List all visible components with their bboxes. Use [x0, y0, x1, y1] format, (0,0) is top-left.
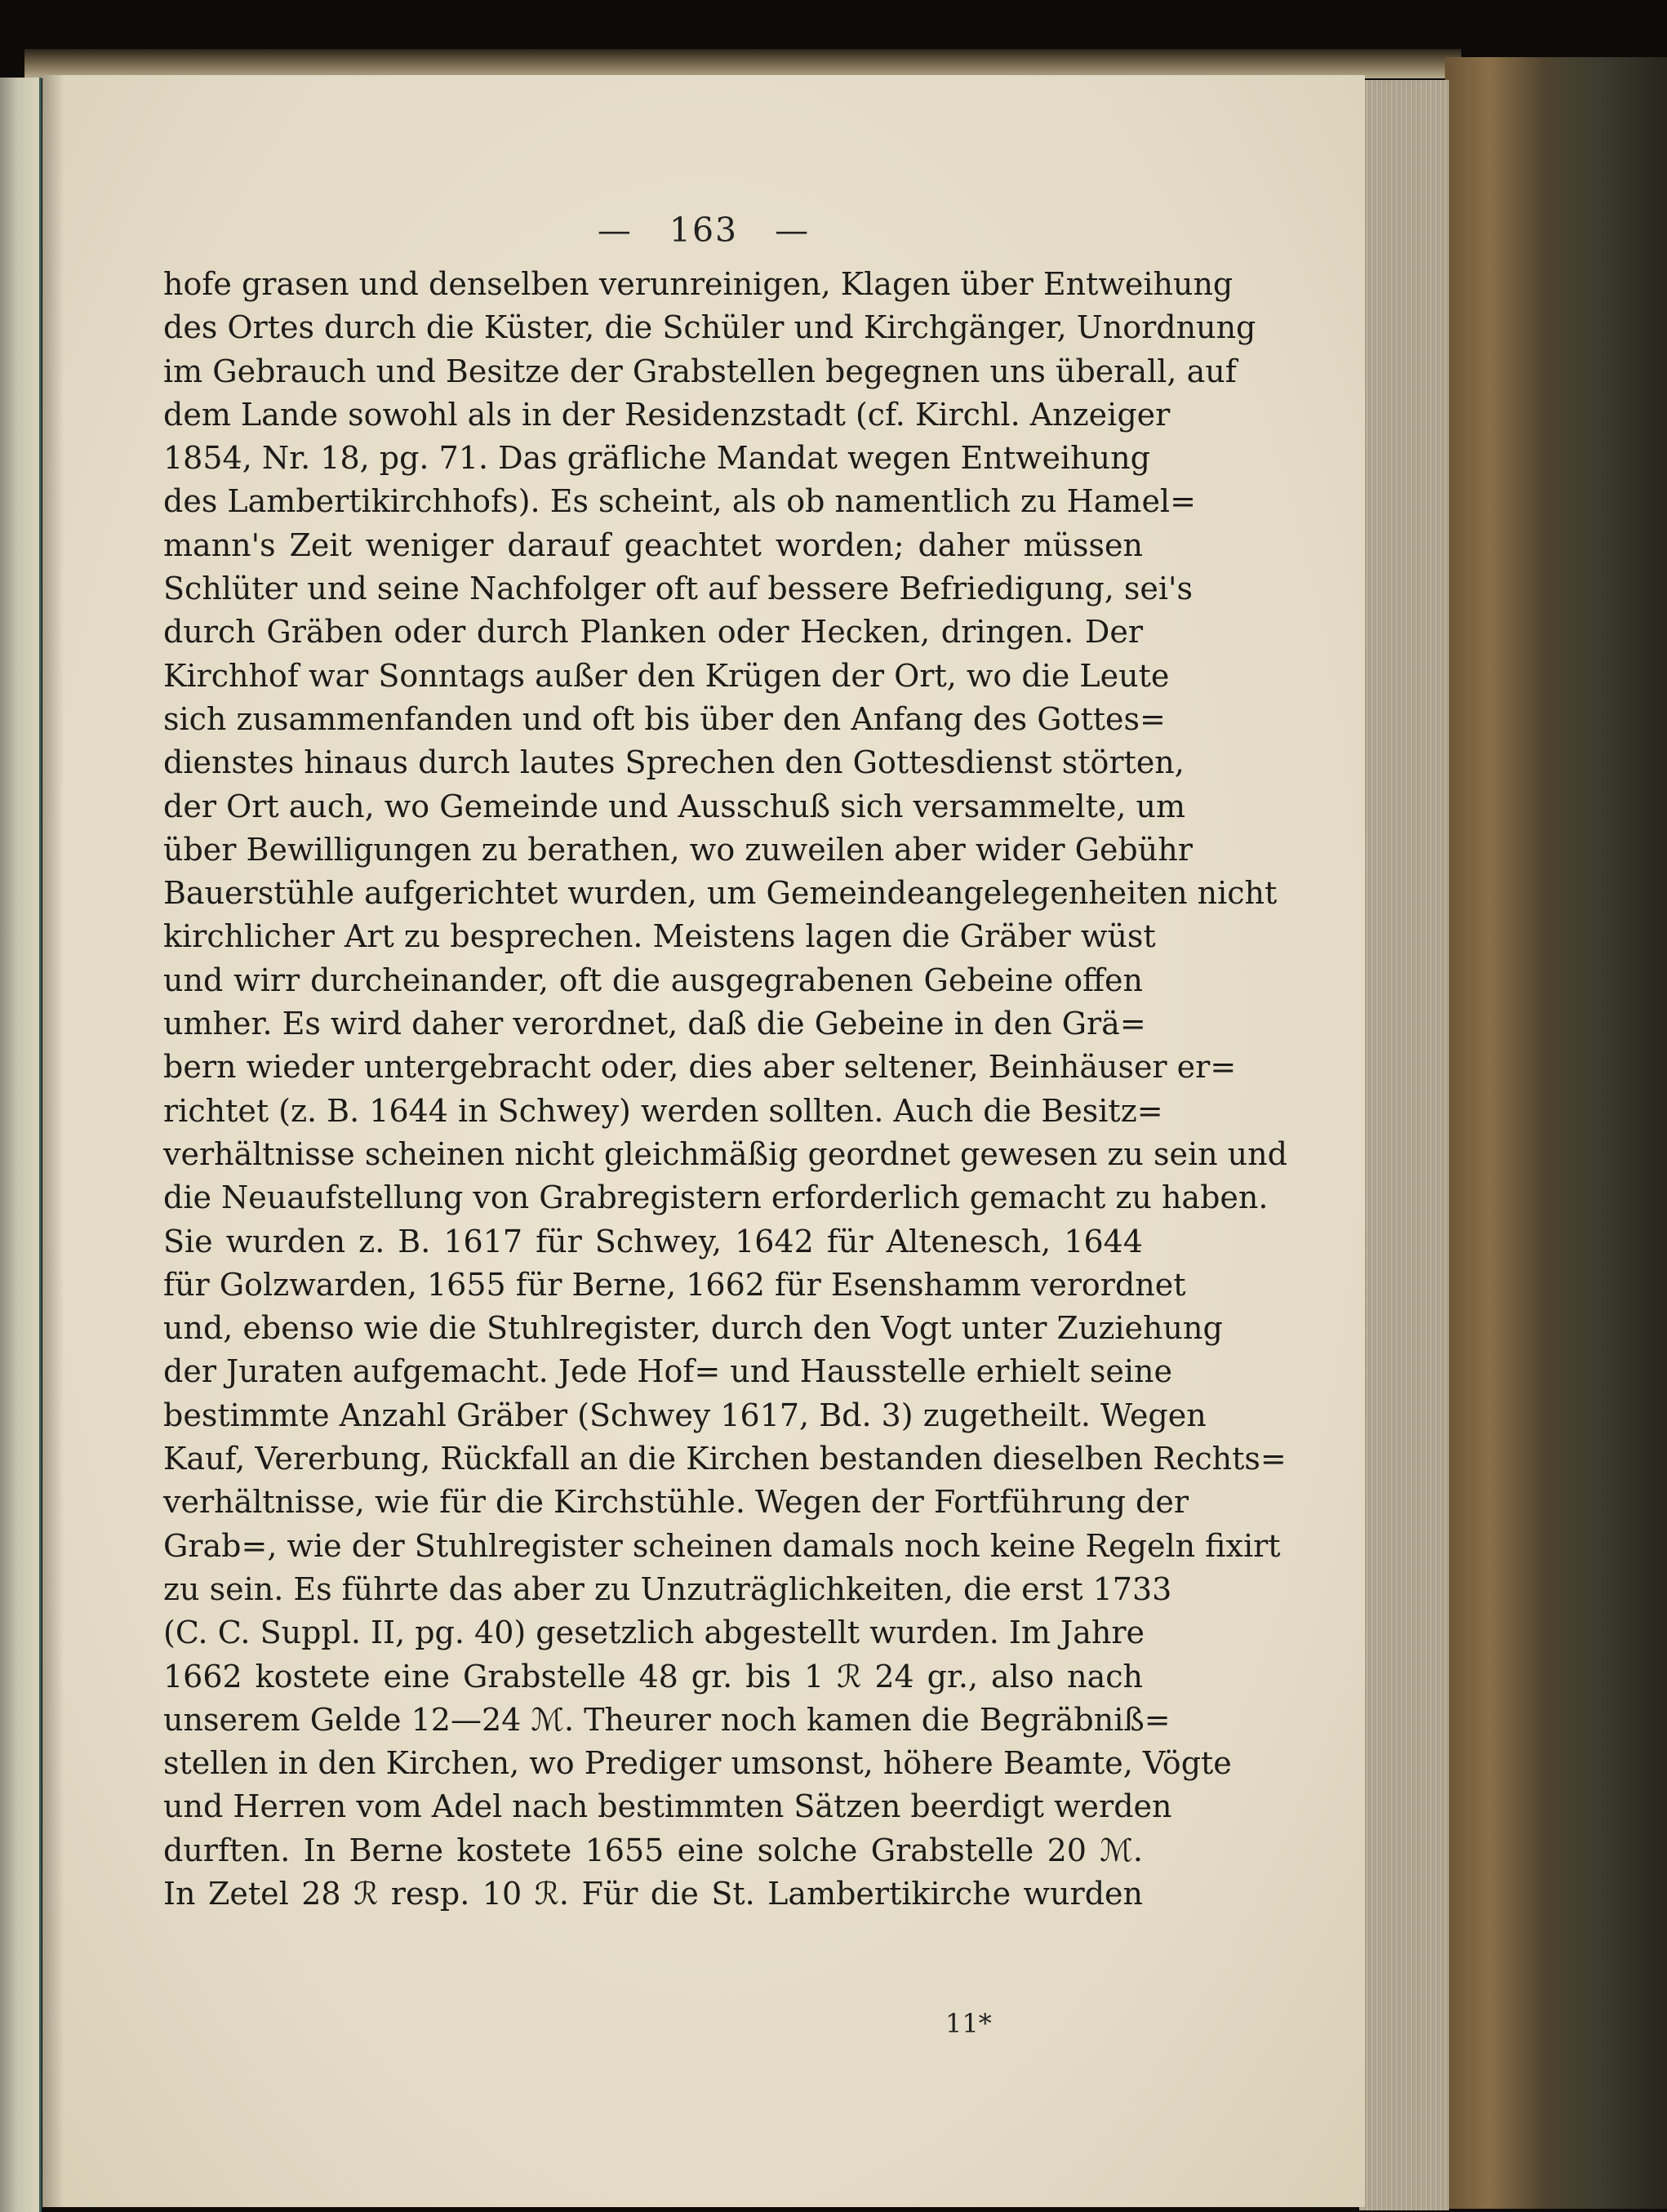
- text-line: (C. C. Suppl. II, pg. 40) gesetzlich abgestellt wurden. Im Jahre: [163, 1615, 1145, 1651]
- text-line: der Juraten aufgemacht. Jede Hof= und Hausstelle erhielt seine: [163, 1353, 1173, 1390]
- text-line: Kauf, Vererbung, Rückfall an die Kirchen bestanden dieselben Rechts=: [163, 1441, 1287, 1477]
- text-line: Bauerstühle aufgerichtet wurden, um Gemeindeangelegenheiten nicht: [163, 875, 1278, 912]
- text-line: zu sein. Es führte das aber zu Unzuträglichkeiten, die erst 1733: [163, 1570, 1172, 1607]
- text-line: verhältnisse scheinen nicht gleichmäßig geordnet gewesen zu sein und: [163, 1135, 1287, 1172]
- text-line: der Ort auch, wo Gemeinde und Ausschuß sich versammelte, um: [163, 788, 1185, 824]
- text-line: bern wieder untergebracht oder, dies aber seltener, Beinhäuser er=: [163, 1049, 1237, 1086]
- text-line: dem Lande sowohl als in der Residenzstadt (cf. Kirchl. Anzeiger: [163, 396, 1171, 433]
- text-line: richtet (z. B. 1644 in Schwey) werden sollten. Auch die Besitz=: [163, 1092, 1163, 1129]
- book-cover: [1445, 57, 1667, 2209]
- text-line: stellen in den Kirchen, wo Prediger umsonst, höhere Beamte, Vögte: [163, 1745, 1232, 1782]
- text-line: bestimmte Anzahl Gräber (Schwey 1617, Bd. 3) zugetheilt. Wegen: [163, 1397, 1207, 1433]
- text-line: sich zusammenfanden und oft bis über den Anfang des Gottes=: [163, 700, 1166, 737]
- text-line: für Golzwarden, 1655 für Berne, 1662 für Esenshamm verordnet: [163, 1266, 1186, 1303]
- page-number: 163: [669, 211, 739, 250]
- text-line: des Lambertikirchhofs). Es scheint, als ob namentlich zu Hamel=: [163, 483, 1196, 520]
- page-block-edges: [1359, 80, 1449, 2210]
- header-dash-right: —: [775, 211, 811, 250]
- text-line: die Neuaufstellung von Grabregistern erforderlich gemacht zu haben.: [163, 1179, 1269, 1216]
- text-line: Schlüter und seine Nachfolger oft auf bessere Befriedigung, sei's: [163, 571, 1193, 607]
- text-line: hofe grasen und denselben verunreinigen, Klagen über Entweihung: [163, 266, 1234, 302]
- text-line: umher. Es wird daher verordnet, daß die Gebeine in den Grä=: [163, 1006, 1146, 1042]
- previous-page-edge: [0, 78, 42, 2212]
- text-line: im Gebrauch und Besitze der Grabstellen begegnen uns überall, auf: [163, 353, 1237, 389]
- text-line: Sie wurden z. B. 1617 für Schwey, 1642 für Altenesch, 1644: [163, 1223, 1143, 1259]
- text-line: 1854, Nr. 18, pg. 71. Das gräfliche Mandat wegen Entweihung: [163, 440, 1150, 477]
- page-gutter-shadow: [42, 75, 64, 2207]
- sheet-signature: 11*: [945, 2008, 992, 2039]
- text-line: und Herren vom Adel nach bestimmten Sätzen beerdigt werden: [163, 1788, 1172, 1825]
- text-line: durften. In Berne kostete 1655 eine solche Grabstelle 20 ℳ.: [163, 1832, 1143, 1868]
- text-line: unserem Gelde 12—24 ℳ. Theurer noch kamen die Begräbniß=: [163, 1701, 1171, 1738]
- book-top-edge: [24, 49, 1461, 78]
- header-dash-left: —: [597, 211, 633, 250]
- page-header: [42, 211, 1365, 250]
- text-line: durch Gräben oder durch Planken oder Hecken, dringen. Der: [163, 614, 1143, 651]
- body-text: [163, 263, 1287, 1916]
- text-line: und, ebenso wie die Stuhlregister, durch den Vogt unter Zuziehung: [163, 1310, 1223, 1347]
- text-line: und wirr durcheinander, oft die ausgegrabenen Gebeine offen: [163, 962, 1143, 998]
- text-line: des Ortes durch die Küster, die Schüler und Kirchgänger, Unordnung: [163, 309, 1256, 346]
- text-line: Grab=, wie der Stuhlregister scheinen damals noch keine Regeln fixirt: [163, 1527, 1281, 1564]
- text-line: dienstes hinaus durch lautes Sprechen den Gottesdienst störten,: [163, 744, 1185, 781]
- text-line: In Zetel 28 ℛ resp. 10 ℛ. Für die St. Lambertikirche wurden: [163, 1875, 1143, 1912]
- text-line: verhältnisse, wie für die Kirchstühle. Wegen der Fortführung der: [163, 1484, 1189, 1521]
- text-line: 1662 kostete eine Grabstelle 48 gr. bis 1 ℛ 24 gr., also nach: [163, 1658, 1143, 1695]
- text-line: Kirchhof war Sonntags außer den Krügen der Ort, wo die Leute: [163, 657, 1170, 694]
- text-line: mann's Zeit weniger darauf geachtet worden; daher müssen: [163, 526, 1143, 563]
- text-line: kirchlicher Art zu besprechen. Meistens lagen die Gräber wüst: [163, 918, 1156, 955]
- text-line: über Bewilligungen zu berathen, wo zuweilen aber wider Gebühr: [163, 831, 1193, 868]
